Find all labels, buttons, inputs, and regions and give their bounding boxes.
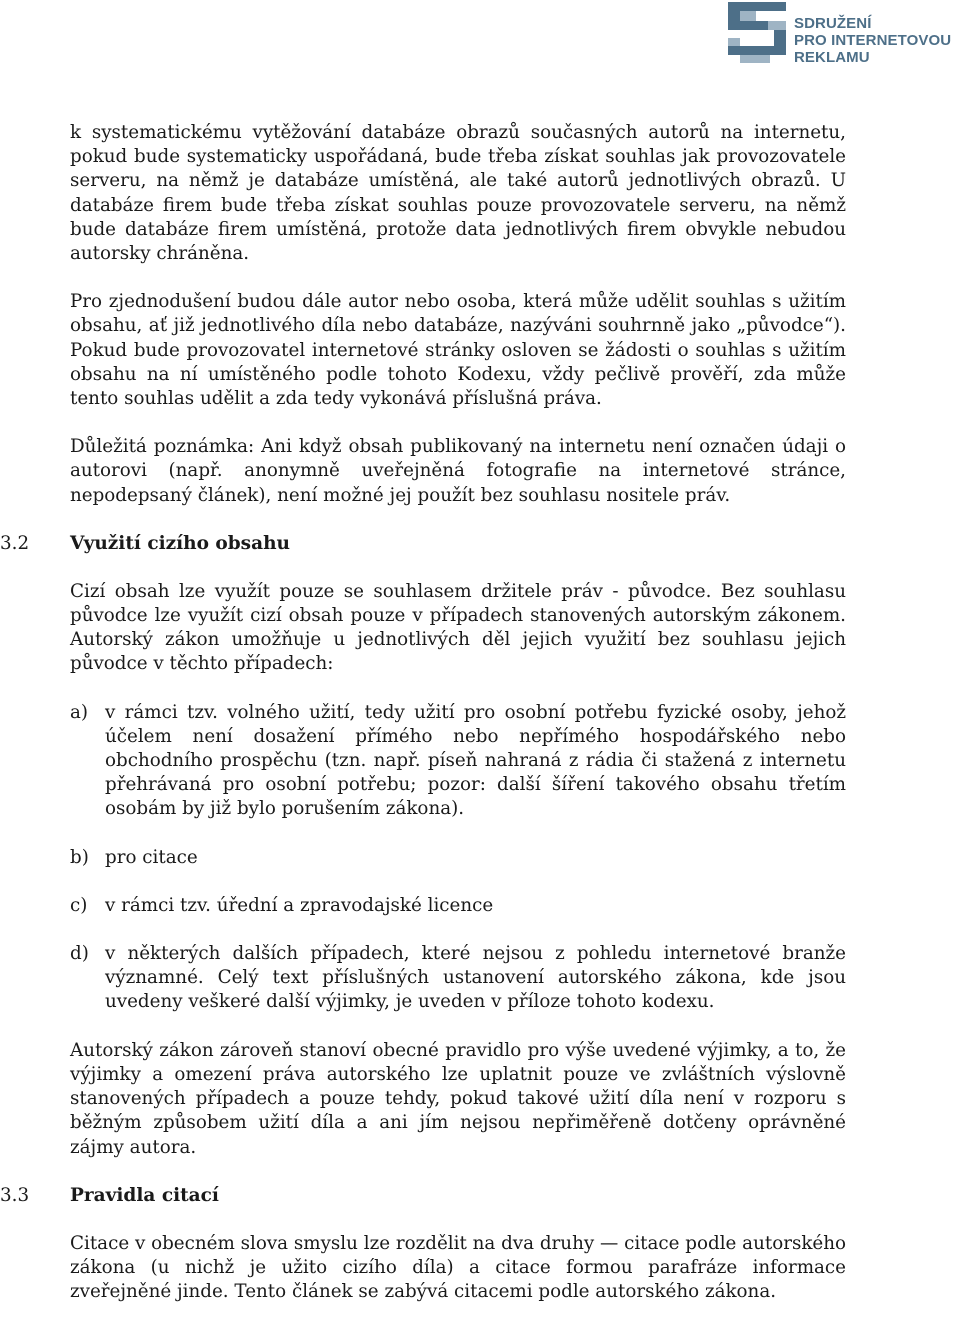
logo-wordmark [794,15,951,66]
list-item [70,894,846,918]
paragraph-databases: k systematickému vytěžování databáze obrazů současných autorů na internetu, pokud bude systematicky uspořádaná, bude třeba získat souhlas jak provozovatele serveru, na němž je databáze umístěná, ale také autorů jednotlivých obrazů. U databáze firem bude třeba získat souhlas pouze provozovatele serveru, na němž bude databáze firem umístěná, protože data jednotlivých firem obvykle nebudou autorsky chráněna. [70,122,846,265]
list-marker: a) [70,701,89,723]
list-item [70,701,846,822]
section-number: 3.2 [0,532,30,554]
section-title: Pravidla citací [70,1184,219,1206]
header-logo [728,2,960,66]
section-heading-3-2 [0,532,846,556]
list-item-text: v některých dalších případech, které nejsou z pohledu internetové branže významné. Celý text příslušných ustanovení autorského zákona, kde jsou uvedeny veškeré další výjimky, je uveden v příloze tohoto kodexu. [105,943,846,1013]
list-marker: b) [70,846,89,868]
section-title: Využití cizího obsahu [70,532,290,554]
list-item-text: pro citace [105,846,198,868]
list-item [70,846,846,870]
list-item-text: v rámci tzv. volného užití, tedy užití pro osobní potřebu fyzické osoby, jehož účelem není dosažení přímého nebo nepřímého hospodářského nebo obchodního prospěchu (tzn. např. píseň nahraná z rádia či stažená z internetu přehrávaná pro osobní potřebu; pozor: další šíření takového obsahu třetím osobám by již bylo porušením zákona). [105,701,846,820]
paragraph-foreign-content-intro: Cizí obsah lze využít pouze se souhlasem držitele práv - původce. Bez souhlasu původce lze využít cizí obsah pouze v případech stanovených autorským zákonem. Autorský zákon umožňuje u jednotlivých děl jejich využití bez souhlasu jejich původce v těchto případech: [70,580,846,675]
logo-line-1: SDRUŽENÍ [794,15,872,32]
list-marker: d) [70,943,89,965]
paragraph-citations-intro: Citace v obecném slova smyslu lze rozdělit na dva druhy — citace podle autorského zákona (u nichž je užito cizího díla) a citace formou parafráze informace zveřejněné jinde. Tento článek se zabývá citacemi podle autorského zákona. [70,1232,846,1303]
logo-line-2: PRO INTERNETOVOU [794,32,952,49]
section-heading-3-3 [0,1184,846,1208]
logo-mark-icon [728,2,786,66]
logo-line-3: REKLAMU [794,49,870,66]
paragraph-originator: Pro zjednodušení budou dále autor nebo osoba, která může udělit souhlas s užitím obsahu, ať již jednotlivého díla nebo databáze, nazýváni souhrnně jako „původce“). Pokud bude provozovatel internetové stránky osloven se žádosti o souhlas s užitím obsahu na ní umístěného podle tohoto Kodexu, vždy pečlivě prověří, zda může tento souhlas udělit a zda tedy vykonává příslušná práva. [70,291,846,410]
list-marker: c) [70,894,88,916]
list-item [70,942,846,1015]
document-body [0,121,846,1304]
list-item-text: v rámci tzv. úřední a zpravodajské licence [105,894,494,916]
section-number: 3.3 [0,1184,30,1206]
paragraph-general-rule: Autorský zákon zároveň stanoví obecné pravidlo pro výše uvedené výjimky, a to, že výjimky a omezení práva autorského lze uplatnit pouze ve zvláštních výslovně stanovených případech a pouze tehdy, pokud takové užití díla není v rozporu s běžným způsobem užití díla a ani jím nejsou nepřiměřeně dotčeny oprávněné zájmy autora. [70,1039,846,1158]
paragraph-important-note: Důležitá poznámka: Ani když obsah publikovaný na internetu není označen údaji o autorovi (např. anonymně uveřejněná fotografie na internetové stránce, nepodepsaný článek), není možné jej použít bez souhlasu nositele práv. [70,436,846,506]
